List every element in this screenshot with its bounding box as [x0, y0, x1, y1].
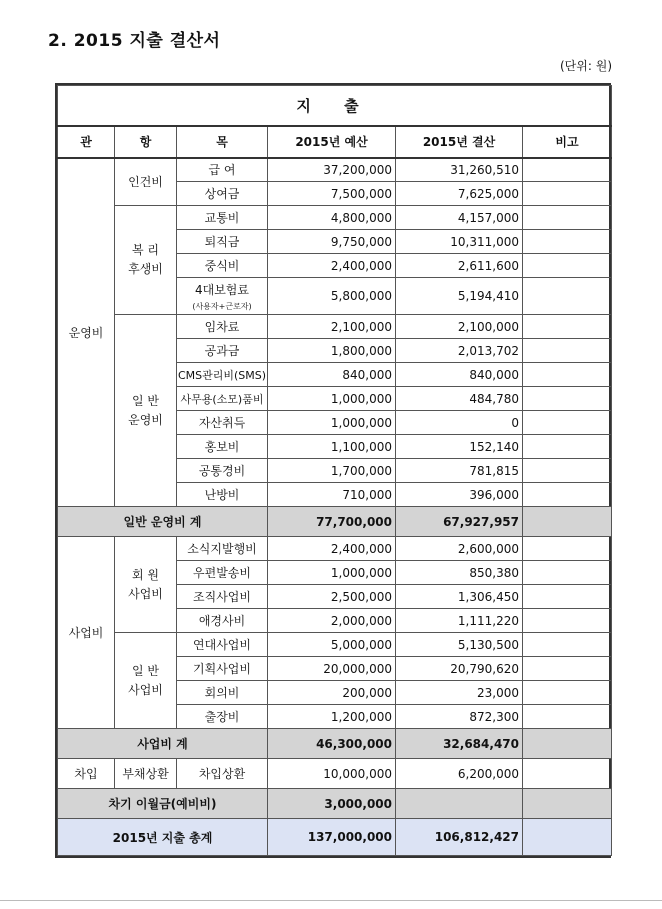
- subtotal-row-business: [58, 729, 612, 759]
- table-row: [58, 537, 612, 561]
- settlement-cell: 20,790,620: [396, 657, 523, 681]
- group-member-biz: 회 원 사업비: [115, 537, 177, 633]
- settlement-cell: 31,260,510: [396, 158, 523, 182]
- group-personnel: 인건비: [115, 158, 177, 206]
- budget-cell: 2,500,000: [268, 585, 396, 609]
- settlement-cell: 152,140: [396, 435, 523, 459]
- group-welfare: 복 리 후생비: [115, 206, 177, 315]
- grand-total-settlement: 106,812,427: [396, 819, 523, 856]
- subtotal-budget: 77,700,000: [268, 507, 396, 537]
- mok-cell-insurance: [177, 278, 268, 315]
- header-settlement: 2015년 결산: [396, 126, 523, 158]
- settlement-cell: 0: [396, 411, 523, 435]
- table-row: [58, 206, 612, 230]
- header-mok: 목: [177, 126, 268, 158]
- expenditure-table: [57, 85, 612, 856]
- mok-cell: 중식비: [177, 254, 268, 278]
- budget-cell: 9,750,000: [268, 230, 396, 254]
- settlement-cell: 2,611,600: [396, 254, 523, 278]
- page-bottom-divider: [0, 900, 662, 901]
- settlement-cell: 396,000: [396, 483, 523, 507]
- mok-insurance-label: 4대보험료: [194, 282, 249, 297]
- mok-cell: 교통비: [177, 206, 268, 230]
- mok-cell: 급 여: [177, 158, 268, 182]
- budget-cell: 1,000,000: [268, 561, 396, 585]
- budget-cell: 7,500,000: [268, 182, 396, 206]
- mok-insurance-note: (사용자+근로자): [192, 301, 252, 311]
- header-budget: 2015년 예산: [268, 126, 396, 158]
- remark-cell: [523, 759, 612, 789]
- budget-cell: 1,200,000: [268, 705, 396, 729]
- remark-cell: [523, 230, 612, 254]
- header-hang: 항: [115, 126, 177, 158]
- mok-cell: 회의비: [177, 681, 268, 705]
- group-debt-repay: 부채상환: [115, 759, 177, 789]
- table-title-row: [58, 86, 612, 126]
- remark-cell: [523, 609, 612, 633]
- budget-cell: 37,200,000: [268, 158, 396, 182]
- settlement-cell: 1,111,220: [396, 609, 523, 633]
- subtotal-label: 일반 운영비 계: [58, 507, 268, 537]
- remark-cell: [523, 182, 612, 206]
- budget-cell: 4,800,000: [268, 206, 396, 230]
- table-row: [58, 158, 612, 182]
- subtotal-remark: [523, 789, 612, 819]
- settlement-cell: 2,100,000: [396, 315, 523, 339]
- remark-cell: [523, 206, 612, 230]
- budget-cell: 1,800,000: [268, 339, 396, 363]
- remark-cell: [523, 561, 612, 585]
- mok-cell: 소식지발행비: [177, 537, 268, 561]
- budget-cell: 10,000,000: [268, 759, 396, 789]
- settlement-cell: 781,815: [396, 459, 523, 483]
- mok-cell: 상여금: [177, 182, 268, 206]
- settlement-cell: 7,625,000: [396, 182, 523, 206]
- mok-cell: 우편발송비: [177, 561, 268, 585]
- budget-cell: 2,100,000: [268, 315, 396, 339]
- mok-cell: 난방비: [177, 483, 268, 507]
- mok-cell: 연대사업비: [177, 633, 268, 657]
- settlement-cell: 6,200,000: [396, 759, 523, 789]
- mok-cell: 애경사비: [177, 609, 268, 633]
- mok-cell: 자산취득: [177, 411, 268, 435]
- subtotal-budget: 46,300,000: [268, 729, 396, 759]
- remark-cell: [523, 585, 612, 609]
- budget-cell: 5,000,000: [268, 633, 396, 657]
- subtotal-row-general-ops: [58, 507, 612, 537]
- budget-cell: 2,000,000: [268, 609, 396, 633]
- page-title: 2. 2015 지출 결산서: [48, 31, 221, 51]
- remark-cell: [523, 363, 612, 387]
- remark-cell: [523, 633, 612, 657]
- grand-total-remark: [523, 819, 612, 856]
- subtotal-label: 사업비 계: [58, 729, 268, 759]
- remark-cell: [523, 315, 612, 339]
- group-business: 사업비: [58, 537, 115, 729]
- remark-cell: [523, 483, 612, 507]
- group-general-biz: 일 반 사업비: [115, 633, 177, 729]
- unit-note: (단위: 원): [560, 59, 612, 73]
- group-general-ops: 일 반 운영비: [115, 315, 177, 507]
- subtotal-settlement: 32,684,470: [396, 729, 523, 759]
- remark-cell: [523, 657, 612, 681]
- settlement-cell: 840,000: [396, 363, 523, 387]
- budget-cell: 2,400,000: [268, 537, 396, 561]
- budget-cell: 840,000: [268, 363, 396, 387]
- table-row: [58, 759, 612, 789]
- remark-cell: [523, 537, 612, 561]
- subtotal-settlement: [396, 789, 523, 819]
- mok-cell: 사무용(소모)품비: [177, 387, 268, 411]
- grand-total-row: [58, 819, 612, 856]
- mok-cell: 공통경비: [177, 459, 268, 483]
- remark-cell: [523, 387, 612, 411]
- grand-total-budget: 137,000,000: [268, 819, 396, 856]
- remark-cell: [523, 681, 612, 705]
- remark-cell: [523, 158, 612, 182]
- subtotal-remark: [523, 729, 612, 759]
- table-row: [58, 315, 612, 339]
- settlement-cell: 484,780: [396, 387, 523, 411]
- grand-total-label: 2015년 지출 총계: [58, 819, 268, 856]
- settlement-cell: 5,130,500: [396, 633, 523, 657]
- header-remark: 비고: [523, 126, 612, 158]
- budget-cell: 1,000,000: [268, 387, 396, 411]
- budget-cell: 2,400,000: [268, 254, 396, 278]
- remark-cell: [523, 278, 612, 315]
- remark-cell: [523, 254, 612, 278]
- expenditure-table-frame: [55, 83, 611, 858]
- budget-cell: 200,000: [268, 681, 396, 705]
- settlement-cell: 1,306,450: [396, 585, 523, 609]
- remark-cell: [523, 459, 612, 483]
- remark-cell: [523, 435, 612, 459]
- mok-cell: 출장비: [177, 705, 268, 729]
- mok-cell: 공과금: [177, 339, 268, 363]
- subtotal-budget: 3,000,000: [268, 789, 396, 819]
- budget-cell: 710,000: [268, 483, 396, 507]
- mok-cell: 기획사업비: [177, 657, 268, 681]
- settlement-cell: 2,013,702: [396, 339, 523, 363]
- header-gwan: 관: [58, 126, 115, 158]
- settlement-cell: 23,000: [396, 681, 523, 705]
- subtotal-settlement: 67,927,957: [396, 507, 523, 537]
- subtotal-row-carryover: [58, 789, 612, 819]
- subtotal-remark: [523, 507, 612, 537]
- table-title: 지 출: [58, 86, 612, 126]
- mok-cell: 차입상환: [177, 759, 268, 789]
- budget-cell: 5,800,000: [268, 278, 396, 315]
- budget-cell: 1,100,000: [268, 435, 396, 459]
- mok-cell: 임차료: [177, 315, 268, 339]
- remark-cell: [523, 705, 612, 729]
- settlement-cell: 850,380: [396, 561, 523, 585]
- settlement-cell: 872,300: [396, 705, 523, 729]
- table-row: [58, 633, 612, 657]
- mok-cell: 퇴직금: [177, 230, 268, 254]
- group-operating: 운영비: [58, 158, 115, 507]
- settlement-cell: 5,194,410: [396, 278, 523, 315]
- settlement-cell: 2,600,000: [396, 537, 523, 561]
- settlement-cell: 10,311,000: [396, 230, 523, 254]
- settlement-cell: 4,157,000: [396, 206, 523, 230]
- budget-cell: 1,700,000: [268, 459, 396, 483]
- mok-cell: 홍보비: [177, 435, 268, 459]
- remark-cell: [523, 411, 612, 435]
- mok-cell: CMS관리비(SMS): [177, 363, 268, 387]
- budget-cell: 1,000,000: [268, 411, 396, 435]
- group-borrowing: 차입: [58, 759, 115, 789]
- remark-cell: [523, 339, 612, 363]
- budget-cell: 20,000,000: [268, 657, 396, 681]
- mok-cell: 조직사업비: [177, 585, 268, 609]
- subtotal-label: 차기 이월금(예비비): [58, 789, 268, 819]
- header-row: [58, 126, 612, 158]
